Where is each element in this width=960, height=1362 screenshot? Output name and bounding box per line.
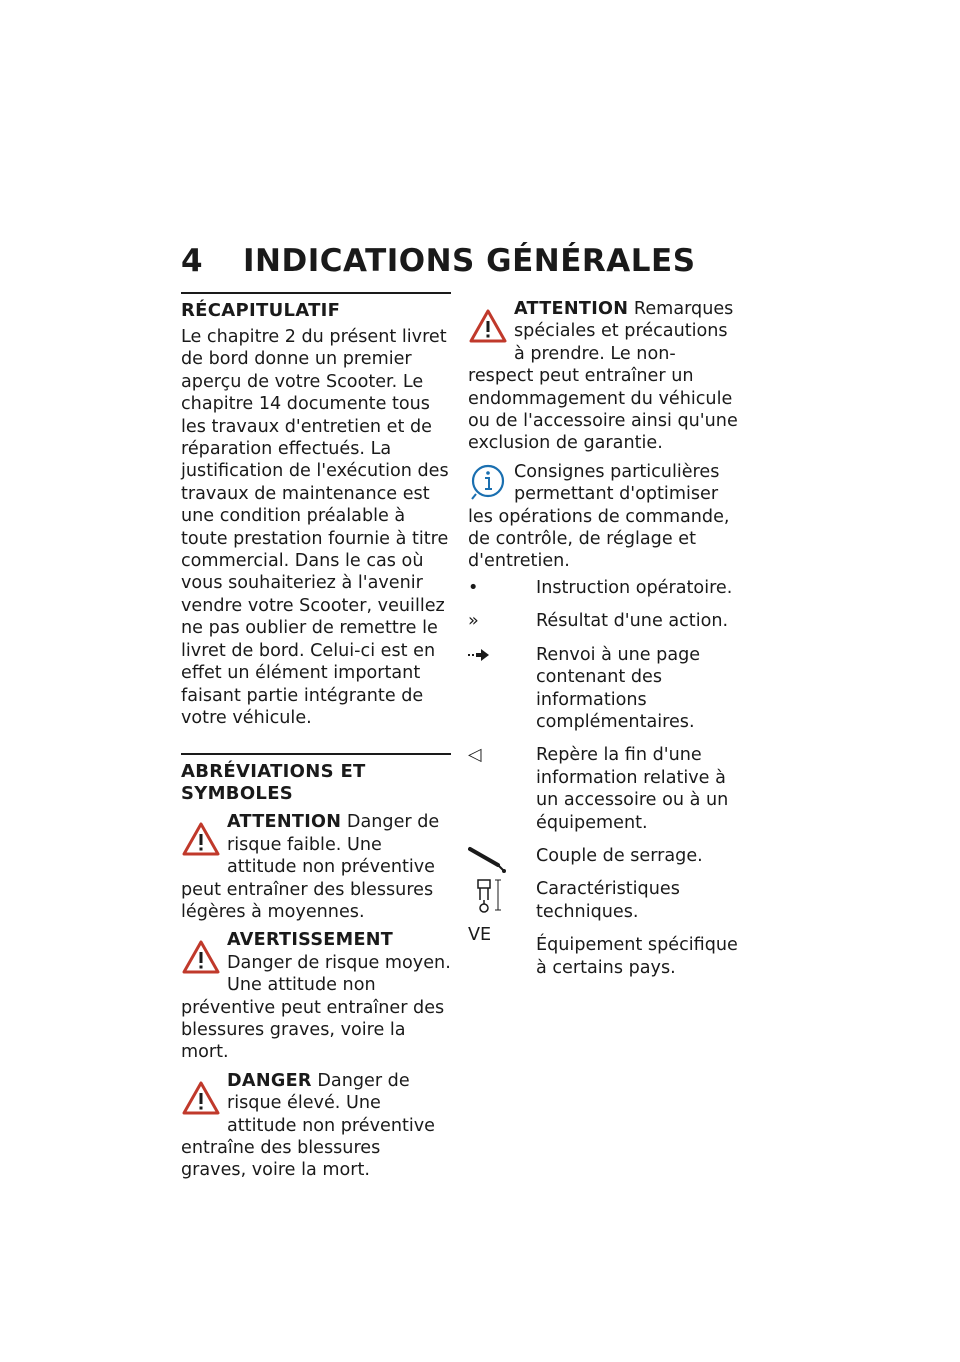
symbol-row	[468, 744, 738, 834]
symbol-text: Équipement spécifique à certains pays.	[536, 935, 738, 978]
result-icon: »	[468, 611, 479, 632]
attention2-notice	[468, 298, 738, 455]
left-column	[181, 292, 451, 1182]
symbol-row	[468, 845, 738, 867]
avertissement-notice	[181, 929, 451, 1063]
avertissement-label: AVERTISSEMENT	[227, 930, 394, 951]
recap-body: Le chapitre 2 du présent livret de bord donne un premier aperçu de votre Scooter. Le chapitre 14 documente tous les travaux d'entretien et de réparation effectués. La justification de l'exécution des travaux de maintenance est une condition préalable à toute prestation fournie à titre commercial. Dans le cas où vous souhaiteriez à l'avenir vendre votre Scooter, veuillez ne pas oublier de remettre le livret de bord. Celui-ci est en effet un élément important faisant partie intégrante de votre véhicule.	[181, 327, 449, 728]
right-column	[468, 292, 738, 990]
chapter-title	[181, 243, 696, 279]
danger-notice	[181, 1070, 451, 1182]
attention2-label: ATTENTION	[514, 299, 629, 319]
warning-triangle-icon	[181, 821, 223, 861]
section-rule	[181, 753, 451, 755]
attention-notice	[181, 811, 451, 923]
attention-text: Danger de risque faible. Une attitude non préventive peut entraîner des blessures légères à moyennes.	[181, 812, 440, 922]
technical-data-icon	[468, 878, 508, 914]
section-rule	[181, 292, 451, 294]
symbol-text: Caractéristiques techniques.	[536, 879, 680, 922]
symbol-row	[468, 878, 738, 923]
warning-triangle-icon	[181, 1080, 223, 1120]
attention2-text: Remarques spéciales et précautions à prendre. Le non-respect peut entraîner un endommagement du véhicule ou de l'accessoire ainsi qu'une exclusion de garantie.	[468, 299, 738, 454]
avertissement-text: Danger de risque moyen. Une attitude non préventive peut entraîner des blessures graves, voire la mort.	[181, 952, 451, 1063]
info-icon	[468, 461, 510, 503]
symbol-text: Renvoi à une page contenant des informations complémentaires.	[536, 644, 701, 732]
symbol-row	[468, 577, 738, 599]
info-notice	[468, 461, 738, 573]
symbol-text: Résultat d'une action.	[536, 611, 729, 632]
torque-wrench-icon	[468, 845, 508, 875]
chapter-number: 4	[181, 243, 204, 279]
symbol-text: Repère la fin d'une information relative à un accessoire ou à un équipement.	[536, 745, 729, 833]
symbol-row	[468, 925, 738, 979]
attention-label: ATTENTION	[227, 812, 342, 833]
symbol-row	[468, 644, 738, 734]
symbol-text: Instruction opératoire.	[536, 577, 733, 598]
danger-text: Danger de risque élevé. Une attitude non préventive entraîne des blessures graves, voire la mort.	[181, 1070, 436, 1181]
ve-label: VE	[468, 925, 492, 946]
warning-triangle-icon	[181, 939, 223, 979]
info-text: Consignes particulières permettant d'optimiser les opérations de commande, de contrôle, de réglage et d'entretien.	[468, 461, 730, 572]
symbol-text: Couple de serrage.	[536, 845, 703, 866]
recap-heading: RÉCAPITULATIF	[181, 300, 341, 321]
page-reference-icon	[468, 644, 508, 662]
symbol-row	[468, 610, 738, 632]
warning-triangle-icon	[468, 308, 510, 348]
abbrev-heading: ABRÉVIATIONS ET SYMBOLES	[181, 761, 366, 805]
bullet-icon: •	[468, 577, 479, 598]
chapter-heading: INDICATIONS GÉNÉRALES	[243, 243, 696, 279]
danger-label: DANGER	[227, 1070, 312, 1091]
end-marker-icon: ◁	[468, 745, 482, 766]
symbol-list	[468, 577, 738, 979]
